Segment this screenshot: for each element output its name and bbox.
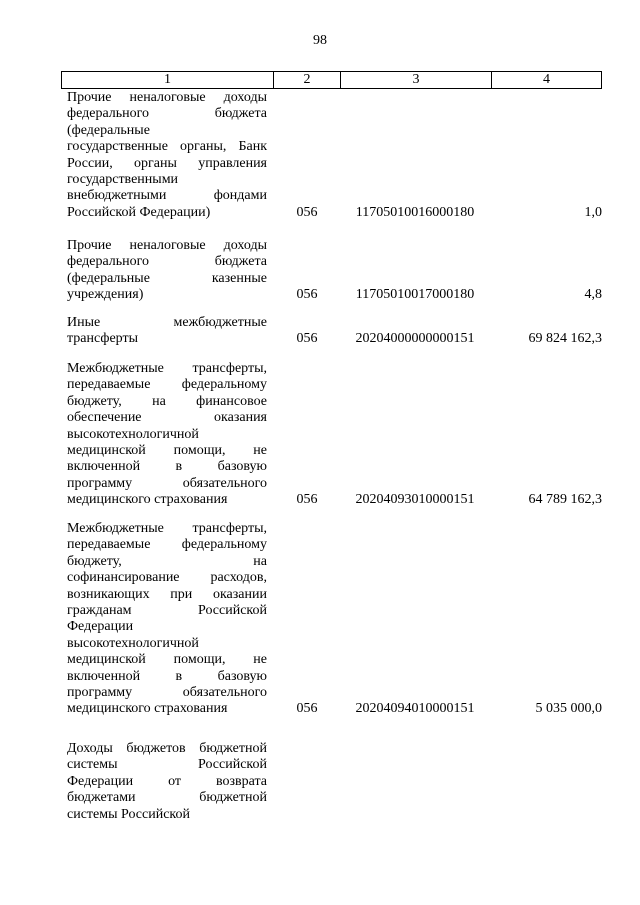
table-row [0, 315, 640, 348]
table-row [0, 90, 640, 221]
row-description [67, 315, 267, 348]
row-description [67, 361, 267, 509]
row-description [67, 90, 267, 221]
budget-class-code: 20204000000000151 [355, 331, 475, 347]
description-line: федерального бюджета [67, 106, 267, 122]
admin-code: 056 [296, 701, 318, 717]
table-row [0, 238, 640, 304]
description-line: системы Российской [67, 757, 267, 773]
description-line: внебюджетными фондами [67, 188, 267, 204]
budget-class-code: 20204094010000151 [355, 701, 475, 717]
description-line: гражданам Российской [67, 603, 267, 619]
amount: 64 789 162,3 [528, 492, 602, 508]
table-header [61, 71, 602, 89]
page-number: 98 [313, 33, 327, 48]
description-line: медицинской помощи, не [67, 652, 267, 668]
description-line: софинансирование расходов, [67, 570, 267, 586]
admin-code: 056 [296, 492, 318, 508]
row-description [67, 741, 267, 823]
header-col-1: 1 [62, 72, 274, 88]
header-col-2: 2 [274, 72, 341, 88]
table-row [0, 521, 640, 718]
description-line: Российской Федерации) [67, 204, 211, 220]
description-line: Межбюджетные трансферты, [67, 521, 267, 536]
description-line: Федерации от возврата [67, 773, 267, 789]
header-col-3: 3 [341, 72, 492, 88]
description-line: Межбюджетные трансферты, [67, 361, 267, 376]
row-description [67, 521, 267, 718]
description-line: программу обязательного [67, 685, 267, 701]
budget-class-code: 11705010017000180 [355, 287, 475, 303]
admin-code: 056 [296, 287, 318, 303]
description-line: Прочие неналоговые доходы [67, 90, 267, 105]
description-line: учреждения) [67, 287, 144, 303]
description-line: бюджету, на финансовое [67, 393, 267, 409]
header-col-4: 4 [543, 72, 550, 87]
description-line: медицинской помощи, не [67, 443, 267, 459]
description-line: включенной в базовую [67, 459, 267, 475]
table-row [0, 741, 640, 823]
description-line: системы Российской [67, 806, 191, 822]
description-line: государственными [67, 172, 179, 188]
description-line: Доходы бюджетов бюджетной [67, 741, 267, 756]
description-line: трансферты [67, 331, 139, 347]
description-line: Федерации [67, 619, 134, 635]
amount: 69 824 162,3 [528, 331, 602, 347]
description-line: государственные органы, Банк [67, 139, 267, 155]
description-line: Прочие неналоговые доходы [67, 238, 267, 253]
description-line: медицинского страхования [67, 492, 228, 508]
admin-code: 056 [296, 204, 318, 220]
description-line: программу обязательного [67, 475, 267, 491]
description-line: передаваемые федеральному [67, 537, 267, 553]
row-description [67, 238, 267, 304]
budget-class-code: 11705010016000180 [355, 204, 475, 220]
description-line: обеспечение оказания [67, 410, 267, 426]
budget-class-code: 20204093010000151 [355, 492, 475, 508]
description-line: возникающих при оказании [67, 586, 267, 602]
description-line: России, органы управления [67, 155, 267, 171]
description-line: Иные межбюджетные [67, 315, 267, 330]
amount: 1,0 [584, 204, 602, 220]
description-line: передаваемые федеральному [67, 377, 267, 393]
description-line: федерального бюджета [67, 254, 267, 270]
table-row [0, 361, 640, 509]
amount: 5 035 000,0 [535, 701, 602, 717]
description-line: высокотехнологичной [67, 635, 199, 651]
description-line: включенной в базовую [67, 668, 267, 684]
description-line: бюджетами бюджетной [67, 790, 267, 806]
description-line: (федеральные [67, 122, 150, 138]
description-line: высокотехнологичной [67, 426, 199, 442]
amount: 4,8 [584, 287, 602, 303]
description-line: медицинского страхования [67, 701, 228, 717]
description-line: (федеральные казенные [67, 270, 267, 286]
description-line: бюджету, на [67, 553, 267, 569]
admin-code: 056 [296, 331, 318, 347]
